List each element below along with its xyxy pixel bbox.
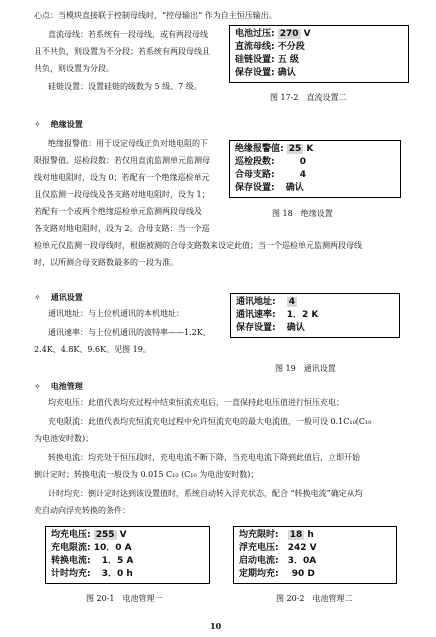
lcd-cursor-value: 25 — [288, 144, 302, 154]
battery-para-line: 均充电压：此值代表均充过程中结束恒流充电后，一直保持此电压值进行恒压充电； — [48, 398, 344, 407]
figure-caption: 图 18 绝缘设置 — [272, 209, 333, 218]
insulation-para-line: 线对地电阻时，设为 0；若配有一个绝缘巡检单元 — [34, 173, 210, 182]
comm-settings-screen — [230, 293, 400, 338]
figure-caption: 图 19 通讯设置 — [275, 364, 336, 373]
battery-para-line: 为电池安时数)； — [34, 434, 94, 443]
insulation-para-line: 时，以所测合母支路数最多的一段为准。 — [34, 258, 178, 267]
figure-caption: 图 20-2 电池管理二 — [276, 594, 353, 603]
dc-para-line: 硅链设置：设置硅链的级数为 5 级、7 级。 — [48, 82, 202, 91]
lcd-row: 计时均充: 3．0 h — [51, 569, 133, 579]
lcd-cursor-value: 270 — [279, 29, 299, 39]
lcd-row: 通讯速率: 1．2 K — [236, 310, 319, 320]
section-heading: ✧ 电池管理 — [34, 381, 83, 391]
lcd-row: 合母支路: 4 — [235, 170, 307, 180]
diamond-bullet-icon: ✧ — [34, 382, 41, 391]
lcd-row: 绝缘报警值: 25 K — [235, 144, 314, 154]
insulation-para-line: 且仅监测一段母线及各支路对地电阻时，设为 1； — [34, 190, 210, 199]
battery-para-line: 计时均充：倒计定时达到该设置值时，系统自动转入浮充状态，配合 “转换电流”确定从均 — [48, 489, 363, 498]
battery-settings-screen-1 — [45, 526, 210, 584]
figure-caption: 图 20-1 电池管理一 — [86, 594, 163, 603]
lcd-row: 保存设置: 确认 — [236, 323, 305, 333]
lcd-row: 启动电流: 3．0A — [239, 556, 317, 566]
lcd-cursor-value: 18 — [289, 530, 303, 540]
lcd-row: 充电限流: 10．0 A — [51, 543, 132, 553]
battery-para-line: 转换电流：均充处于恒压段时，充电电流不断下降，当充电电流下降到此值后，立即开始 — [48, 453, 360, 462]
diamond-bullet-icon: ✧ — [34, 293, 41, 302]
lcd-row: 浮充电压: 242 V — [239, 543, 317, 553]
section-heading: ✧ 通讯设置 — [34, 292, 83, 302]
lcd-row: 保存设置: 确认 — [235, 68, 296, 78]
lcd-row: 通讯地址: 4 — [236, 297, 296, 307]
figure-caption: 图 17-2 直流设置二 — [270, 93, 347, 102]
lcd-row: 直流母线: 不分段 — [235, 42, 305, 52]
insulation-para-line: 各支路对地电阻时，设为 2。合母支路：当一个巡 — [34, 224, 210, 233]
insulation-para-line: 检单元仅监测一段母线时，根据被测的合母支路数来设定此值；当一个巡检单元监测两段母线 — [34, 241, 362, 250]
diamond-bullet-icon: ✧ — [34, 120, 41, 129]
top-line: 心点：当模块直接联于控制母线时，“控母输出” 作为自主恒压输出。 — [34, 11, 277, 20]
insulation-para-line: 限报警值。巡检段数：若仅用直流监测单元监测母 — [34, 156, 210, 165]
section-heading: ✧ 绝缘设置 — [34, 119, 83, 129]
comm-para-line: 2.4K、4.8K、9.6K。见图 19。 — [34, 345, 151, 354]
comm-para-line: 通讯地址：与上位机通讯的本机地址： — [48, 309, 184, 318]
lcd-row: 硅链设置: 五 级 — [235, 55, 299, 65]
lcd-row: 均充限时: 18 h — [239, 530, 314, 540]
lcd-cursor-value: 4 — [288, 297, 296, 307]
insulation-settings-screen — [229, 140, 401, 198]
battery-settings-screen-2 — [233, 526, 397, 584]
lcd-row: 电池过压: 270 V — [235, 29, 311, 39]
dc-para-line: 共负，则设置为分段。 — [34, 64, 114, 73]
battery-para-line: 充自动向浮充转换的条件： — [34, 506, 130, 515]
dc-para-line: 直流母线：若系统有一段母线，或有两段母线 — [48, 30, 208, 39]
page-number: 10 — [210, 621, 222, 631]
lcd-row: 巡检段数: 0 — [235, 157, 307, 167]
comm-para-line: 通讯速率：与上位机通讯的波特率——1.2K、 — [48, 328, 211, 337]
dc-settings-screen — [229, 25, 409, 83]
insulation-para-line: 绝缘报警值：用于设定母线正负对地电阻的下 — [48, 139, 208, 148]
battery-para-line: 充电限流：此值代表均充恒流充电过程中允许恒流充电的最大电流值，一般可设 0.1C₁₀(C₁₀ — [48, 417, 372, 426]
lcd-row: 均充电压: 255 V — [51, 530, 127, 540]
insulation-para-line: 若配有一个或两个绝缘巡检单元监测两段母线及 — [34, 207, 202, 216]
lcd-row: 保存设置: 确认 — [235, 183, 304, 193]
dc-para-line: 且不共负，则设置为不分段；若系统有两段母线且 — [34, 47, 210, 56]
lcd-cursor-value: 255 — [95, 530, 115, 540]
lcd-row: 定期均充: 90 D — [239, 569, 315, 579]
battery-para-line: 倒计定时；转换电流一般设为 0.015 C₁₀ (C₁₀ 为电池安时数)； — [34, 470, 259, 479]
lcd-row: 转换电流: 1．5 A — [51, 556, 134, 566]
